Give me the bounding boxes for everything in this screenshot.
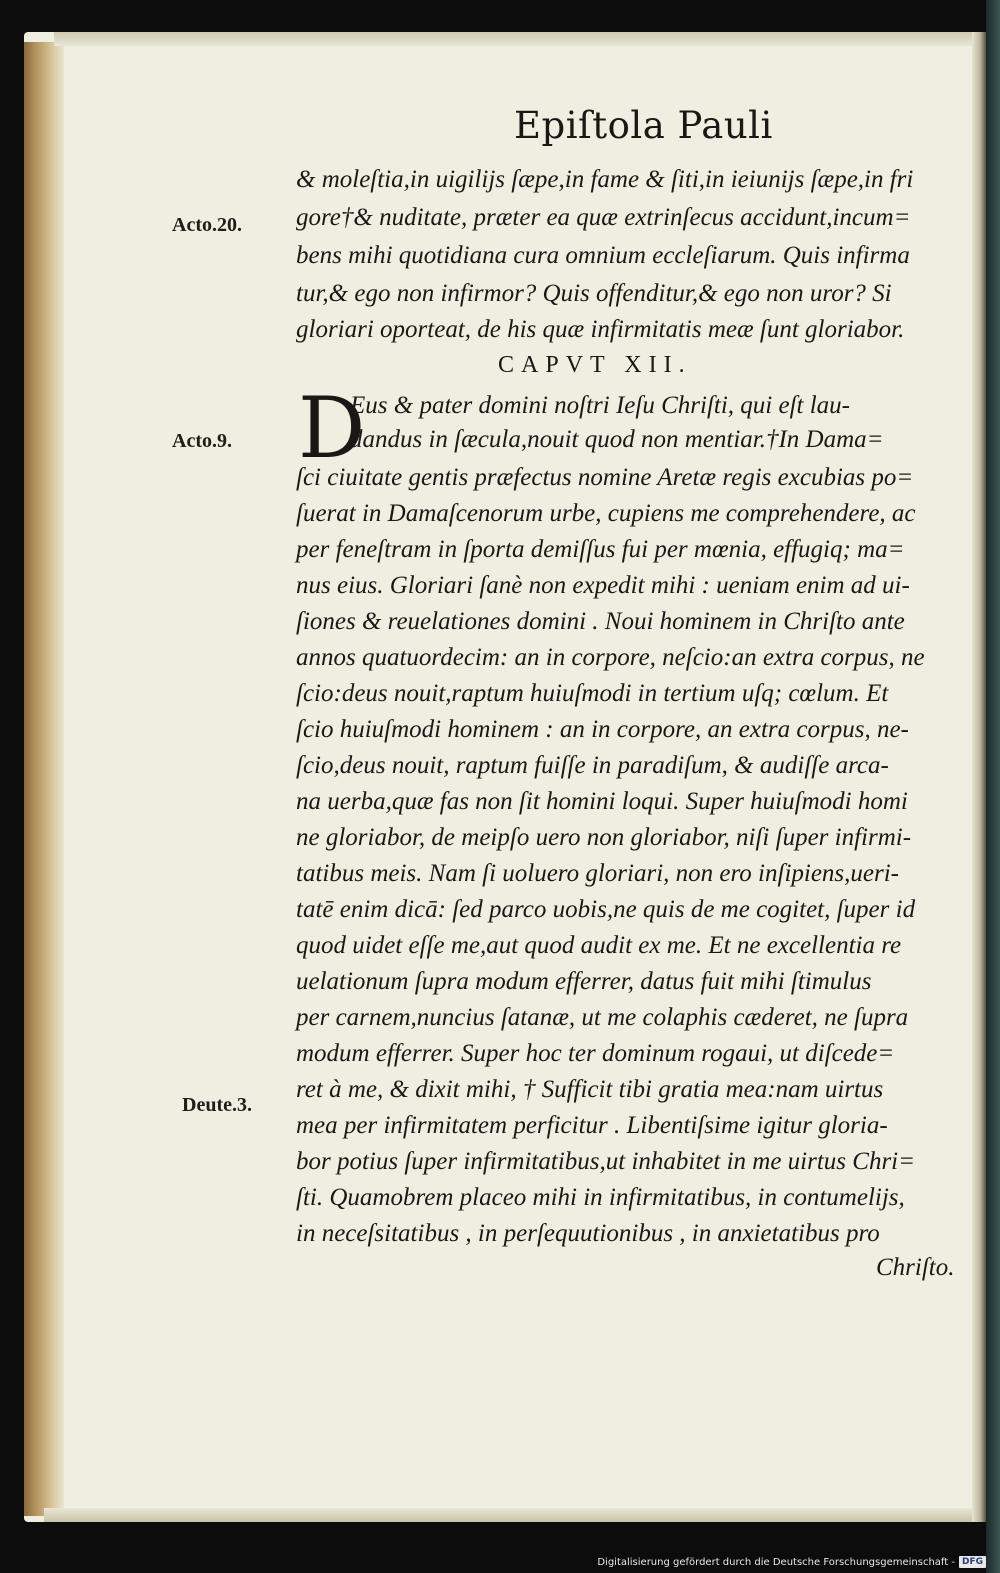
- text-line: & moleſtia,in uigilijs ſæpe,in fame & ſiti,in ieiunijs ſæpe,in fri: [296, 166, 914, 193]
- text-line: ſuerat in Damaſcenorum urbe, cupiens me comprehendere, ac: [296, 500, 916, 527]
- page-edge-left: [24, 42, 64, 1516]
- margin-note-acto20: Acto.20.: [172, 214, 242, 236]
- text-line: mea per infirmitatem perficitur . Libentiſsime igitur gloria-: [296, 1112, 888, 1139]
- catchword: Chriſto.: [876, 1254, 955, 1281]
- text-line: ret à me, & dixit mihi, † Sufficit tibi gratia mea:nam uirtus: [296, 1076, 884, 1103]
- text-line: Eus & pater domini noſtri Ieſu Chriſti, qui eſt lau-: [350, 392, 850, 419]
- text-line: modum efferrer. Super hoc ter dominum rogaui, ut diſcede=: [296, 1040, 895, 1067]
- text-line: na uerba,quæ fas non ſit homini loqui. Super huiuſmodi homi: [296, 788, 908, 815]
- text-line: per feneſtram in ſporta demiſſus fui per mœnia, effugiq; ma=: [296, 536, 905, 563]
- text-line: ſcio:deus nouit,raptum huiuſmodi in tertium uſq; cœlum. Et: [296, 680, 889, 707]
- page-edge-right: [972, 32, 986, 1522]
- text-line: bens mihi quotidiana cura omnium eccleſiarum. Quis infirma: [296, 242, 910, 269]
- margin-note-deute3: Deute.3.: [182, 1094, 252, 1116]
- drop-capital: D: [298, 379, 366, 477]
- text-line: nus eius. Gloriari ſanè non expedit mihi : ueniam enim ad ui-: [296, 572, 910, 599]
- page-edge-bottom: [44, 1508, 984, 1522]
- page-edge-top: [54, 32, 984, 46]
- text-line: annos quatuordecim: an in corpore, neſcio:an extra corpus, ne: [296, 644, 925, 671]
- text-line: gore†& nuditate, præter ea quæ extrinſecus accidunt,incum=: [296, 204, 911, 231]
- funding-notice: [597, 1553, 986, 1571]
- text-line: in neceſsitatibus , in perſequutionibus , in anxietatibus pro: [296, 1220, 880, 1247]
- text-line: uelationum ſupra modum efferrer, datus fuit mihi ſtimulus: [296, 968, 872, 995]
- text-line: quod uidet eſſe me,aut quod audit ex me. Et ne excellentia re: [296, 932, 902, 959]
- text-line: ſiones & reuelationes domini . Noui hominem in Chriſto ante: [296, 608, 905, 635]
- book-binding: [986, 0, 1000, 1573]
- text-line: ſti. Quamobrem placeo mihi in infirmitatibus, in contumelijs,: [296, 1184, 905, 1211]
- dfg-logo: DFG: [959, 1556, 986, 1568]
- chapter-heading: CAPVT XII.: [498, 352, 692, 378]
- text-line: ſcio huiuſmodi hominem : an in corpore, an extra corpus, ne-: [296, 716, 909, 743]
- funding-notice-text: Digitalisierung gefördert durch die Deutsche Forschungsgemeinschaft -: [597, 1556, 955, 1568]
- text-line: ne gloriabor, de meipſo uero non gloriabor, niſi ſuper infirmi-: [296, 824, 912, 851]
- text-line: gloriari oporteat, de his quæ infirmitatis meæ ſunt gloriabor.: [296, 316, 905, 343]
- text-line: bor potius ſuper infirmitatibus,ut inhabitet in me uirtus Chri=: [296, 1148, 915, 1175]
- text-line: tatibus meis. Nam ſi uoluero gloriari, non ero inſipiens,ueri-: [296, 860, 900, 887]
- text-line: ſci ciuitate gentis præfectus nomine Aretæ regis excubias po=: [296, 464, 914, 491]
- text-line: ſcio,deus nouit, raptum fuiſſe in paradiſum, & audiſſe arca-: [296, 752, 889, 779]
- text-line: per carnem,nuncius ſatanæ, ut me colaphis cæderet, ne ſupra: [296, 1004, 909, 1031]
- text-line: tatē enim dicā: ſed parco uobis,ne quis de me cogitet, ſuper id: [296, 896, 916, 923]
- running-header: Epiſtola Pauli: [514, 104, 773, 147]
- margin-note-acto9: Acto.9.: [172, 430, 232, 452]
- text-line: dandus in ſæcula,nouit quod non mentiar.†In Dama=: [350, 426, 884, 453]
- text-line: tur,& ego non infirmor? Quis offenditur,& ego non uror? Si: [296, 280, 892, 307]
